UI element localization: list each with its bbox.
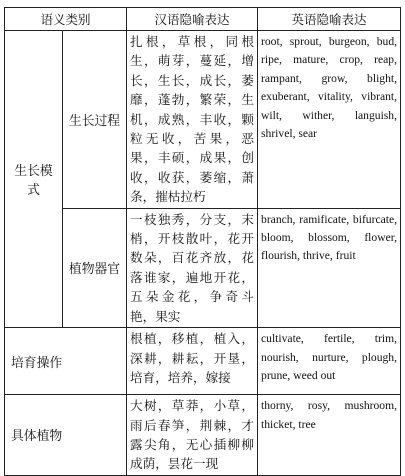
subcategory-plant-organs: 植物器官	[63, 208, 127, 327]
table-row	[5, 208, 401, 327]
en-expressions-cell: branch, ramificate, bifurcate, bloom, blossom, flower, flourish, thrive, fruit	[258, 208, 401, 327]
category-specific-plants: 具体植物	[5, 395, 127, 476]
header-english-expressions: 英语隐喻表达	[258, 8, 401, 31]
table-row	[5, 395, 401, 476]
en-expressions-cell: root, sprout, burgeon, bud, ripe, mature, crop, reap, rampant, grow, blight, exuberant, vitality, vibrant, wilt, wither, languish, shrivel, sear	[258, 31, 401, 209]
en-expressions-cell: cultivate, fertile, trim, nourish, nurture, plough, prune, weed out	[258, 328, 401, 395]
header-semantic-category: 语义类别	[5, 8, 127, 31]
header-chinese-expressions: 汉语隐喻表达	[127, 8, 258, 31]
subcategory-growth-process: 生长过程	[63, 31, 127, 209]
zh-expressions-cell: 根植，移植，植入，深耕，耕耘，开垦，培育，培养，嫁接	[127, 328, 258, 395]
metaphor-table	[4, 7, 401, 476]
category-cultivation: 培育操作	[5, 328, 127, 395]
header-row	[5, 8, 401, 31]
table-row	[5, 328, 401, 395]
zh-expressions-cell: 一枝独秀，分支，末梢，开枝散叶，花开数朵，百花齐放，花落谁家，遍地开花，五朵金花，争奇斗艳，果实	[127, 208, 258, 327]
table-row	[5, 31, 401, 209]
en-expressions-cell: thorny, rosy, mushroom, thicket, tree	[258, 395, 401, 476]
zh-expressions-cell: 扎根，草根，同根生，萌芽，蔓延，增长，生长，成长，萎靡，蓬勃，繁荣，生机，成熟，丰收，颗粒无收，苦果，恶果，丰硕，成果，创收，收获，萎缩，萧条，摧枯拉朽	[127, 31, 258, 209]
zh-expressions-cell: 大树，草莽，小草，雨后春笋，荆棘，才露尖角，无心插柳柳成荫，昙花一现	[127, 395, 258, 476]
category-growth-pattern: 生长模式	[5, 31, 63, 328]
